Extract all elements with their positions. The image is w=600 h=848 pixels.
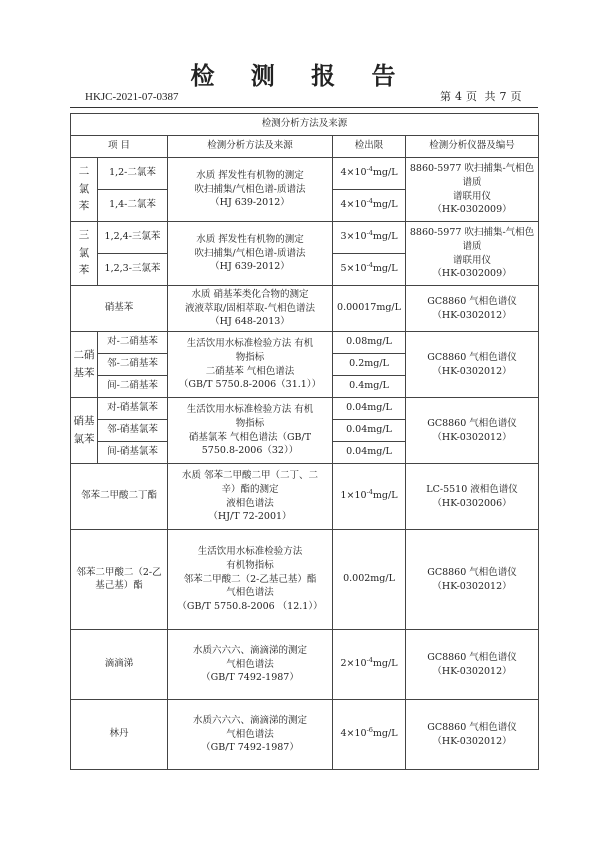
instrument-line: 8860-5977 吹扫捕集-气相色谱质 — [409, 162, 535, 188]
instrument-cell — [406, 530, 539, 630]
page-unit: 页 — [466, 90, 477, 103]
limit-exponent: -4 — [366, 164, 373, 173]
table-row — [71, 332, 539, 354]
limit-unit: mg/L — [372, 658, 398, 670]
table-row — [71, 286, 539, 332]
item-name: 1,2,4-三氯苯 — [98, 222, 168, 254]
method-line: 生活饮用水标准检验方法 — [197, 546, 303, 558]
method-cell — [168, 464, 333, 530]
detection-limit: 0.4mg/L — [333, 376, 406, 398]
group-name-text: 三 氯 苯 — [78, 228, 90, 277]
page-number: 4 — [455, 90, 462, 103]
item-name: 邻苯二甲酸二丁酯 — [71, 464, 168, 530]
column-header: 检出限 — [333, 136, 406, 158]
instrument-line: 谱联用仪 — [453, 190, 492, 202]
total-label: 共 — [484, 90, 496, 103]
method-line: 水质六六六、滴滴涕的测定 — [192, 644, 307, 656]
method-cell — [168, 630, 333, 700]
method-line: 物指标 — [235, 417, 265, 429]
method-line: 水质六六六、滴滴涕的测定 — [192, 714, 307, 726]
instrument-cell — [406, 700, 539, 770]
column-header: 检测分析方法及来源 — [168, 136, 333, 158]
method-line: （GB/T 7492-1987） — [201, 742, 299, 754]
limit-unit: mg/L — [372, 167, 398, 179]
item-name: 邻-二硝基苯 — [98, 354, 168, 376]
instrument-line: （HK-0302012） — [432, 365, 512, 377]
table-row — [71, 630, 539, 700]
instrument-line: GC8860 气相色谱仪 — [427, 295, 517, 307]
limit-exponent: -6 — [366, 725, 373, 734]
method-line: 二硝基苯 气相色谱法 — [205, 365, 295, 377]
method-line: 水质 挥发性有机物的测定 — [196, 169, 304, 181]
item-name: 邻-硝基氯苯 — [98, 420, 168, 442]
limit-unit: mg/L — [372, 231, 398, 243]
method-line: （HJ 648-2013） — [210, 316, 290, 328]
header-rule — [70, 107, 538, 108]
detection-limit — [333, 630, 406, 700]
report-title: 检 测 报 告 — [190, 61, 410, 90]
method-cell — [168, 222, 333, 286]
instrument-line: GC8860 气相色谱仪 — [427, 721, 517, 733]
item-name: 对-硝基氯苯 — [98, 398, 168, 420]
method-cell — [168, 530, 333, 630]
detection-limit — [333, 464, 406, 530]
column-header: 项 目 — [71, 136, 168, 158]
page-label: 第 — [440, 90, 451, 103]
instrument-line: GC8860 气相色谱仪 — [427, 566, 517, 578]
instrument-cell — [406, 222, 539, 286]
method-cell — [168, 700, 333, 770]
methods-table — [70, 113, 539, 770]
method-line: 生活饮用水标准检验方法 有机 — [186, 403, 314, 415]
method-line: 邻苯二甲酸二（2-乙基己基）酯 — [183, 573, 317, 585]
table-caption: 检测分析方法及来源 — [71, 114, 539, 136]
instrument-cell — [406, 286, 539, 332]
method-cell — [168, 158, 333, 222]
column-header: 检测分析仪器及编号 — [406, 136, 539, 158]
total-pages: 7 — [499, 90, 507, 103]
item-name: 林丹 — [71, 700, 168, 770]
limit-unit: mg/L — [372, 728, 398, 740]
instrument-cell — [406, 332, 539, 398]
instrument-cell — [406, 158, 539, 222]
method-line: 辛）酯的测定 — [221, 483, 279, 495]
detection-limit — [333, 700, 406, 770]
group-name-text: 二 氯 苯 — [78, 164, 90, 213]
instrument-line: （HK-0302012） — [432, 735, 512, 747]
instrument-line: LC-5510 液相色谱仪 — [426, 483, 518, 495]
instrument-line: （HK-0302012） — [432, 431, 512, 443]
instrument-line: （HK-0302009） — [432, 204, 512, 216]
instrument-line: GC8860 气相色谱仪 — [427, 417, 517, 429]
detection-limit: 0.04mg/L — [333, 420, 406, 442]
item-name: 1,4-二氯苯 — [98, 190, 168, 222]
method-line: （GB/T 7492-1987） — [201, 672, 299, 684]
detection-limit: 0.00017mg/L — [333, 286, 406, 332]
method-line: （GB/T 5750.8-2006 （12.1）） — [177, 601, 323, 613]
method-line: 水质 硝基苯类化合物的测定 — [191, 288, 309, 300]
instrument-line: （HK-0302012） — [432, 580, 512, 592]
limit-base: 4×10 — [340, 167, 367, 179]
method-line: 液液萃取/固相萃取-气相色谱法 — [185, 302, 315, 314]
detection-limit: 0.002mg/L — [333, 530, 406, 630]
item-name: 1,2-二氯苯 — [98, 158, 168, 190]
method-line: 吹扫捕集/气相色谱-质谱法 — [194, 247, 306, 259]
group-name — [71, 222, 98, 286]
method-line: 气相色谱法 — [226, 658, 274, 670]
limit-exponent: -4 — [366, 228, 373, 237]
detection-limit: 0.2mg/L — [333, 354, 406, 376]
limit-exponent: -4 — [366, 487, 373, 496]
method-line: （HJ 639-2012） — [210, 197, 290, 209]
group-name — [71, 158, 98, 222]
method-line: 物指标 — [235, 351, 265, 363]
group-name-text: 二硝 基苯 — [73, 348, 95, 379]
instrument-cell — [406, 630, 539, 700]
item-name: 1,2,3-三氯苯 — [98, 254, 168, 286]
method-line: （HJ 639-2012） — [210, 261, 290, 273]
instrument-line: （HK-0302006） — [432, 497, 512, 509]
instrument-line: 8860-5977 吹扫捕集-气相色谱质 — [409, 226, 535, 252]
item-name: 邻苯二甲酸二（2-乙基己基）酯 — [71, 530, 168, 630]
group-name — [71, 332, 98, 398]
item-name: 间-硝基氯苯 — [98, 442, 168, 464]
item-name: 间-二硝基苯 — [98, 376, 168, 398]
table-row — [71, 158, 539, 190]
instrument-line: 谱联用仪 — [453, 254, 492, 266]
limit-exponent: -4 — [366, 655, 373, 664]
method-line: 5750.8-2006（32）） — [201, 445, 299, 457]
limit-exponent: -4 — [366, 196, 373, 205]
detection-limit — [333, 158, 406, 190]
limit-base: 4×10 — [340, 728, 367, 740]
detection-limit: 0.08mg/L — [333, 332, 406, 354]
instrument-line: GC8860 气相色谱仪 — [427, 351, 517, 363]
table-row — [71, 700, 539, 770]
method-line: 水质 挥发性有机物的测定 — [196, 233, 304, 245]
method-line: （GB/T 5750.8-2006（31.1）） — [178, 379, 322, 391]
table-row — [71, 222, 539, 254]
instrument-line: GC8860 气相色谱仪 — [427, 651, 517, 663]
method-line: 硝基氯苯 气相色谱法（GB/T — [188, 431, 312, 443]
detection-limit: 0.04mg/L — [333, 442, 406, 464]
detection-limit — [333, 190, 406, 222]
method-cell — [168, 398, 333, 464]
limit-base: 3×10 — [340, 231, 367, 243]
limit-base: 2×10 — [340, 658, 367, 670]
instrument-line: （HK-0302012） — [432, 665, 512, 677]
page-info — [440, 88, 526, 104]
method-line: 液相色谱法 — [226, 497, 274, 509]
table-row — [71, 464, 539, 530]
group-name-text: 硝基 氯苯 — [73, 414, 95, 445]
table-row — [71, 398, 539, 420]
item-name: 对-二硝基苯 — [98, 332, 168, 354]
method-line: 气相色谱法 — [226, 587, 274, 599]
method-line: 水质 邻苯二甲酸二甲（二丁、二 — [181, 469, 319, 481]
instrument-line: （HK-0302012） — [432, 309, 512, 321]
detection-limit — [333, 222, 406, 254]
method-line: （HJ/T 72-2001） — [208, 511, 292, 523]
limit-base: 5×10 — [340, 263, 367, 275]
limit-unit: mg/L — [372, 199, 398, 211]
detection-limit: 0.04mg/L — [333, 398, 406, 420]
total-unit: 页 — [510, 90, 522, 103]
item-name: 硝基苯 — [71, 286, 168, 332]
limit-exponent: -4 — [366, 260, 373, 269]
method-line: 生活饮用水标准检验方法 有机 — [186, 337, 314, 349]
method-line: 吹扫捕集/气相色谱-质谱法 — [194, 183, 306, 195]
instrument-line: （HK-0302009） — [432, 268, 512, 280]
method-cell — [168, 332, 333, 398]
detection-limit — [333, 254, 406, 286]
item-name: 滴滴涕 — [71, 630, 168, 700]
instrument-cell — [406, 398, 539, 464]
limit-base: 1×10 — [340, 490, 367, 502]
method-cell — [168, 286, 333, 332]
method-line: 气相色谱法 — [226, 728, 274, 740]
group-name — [71, 398, 98, 464]
instrument-cell — [406, 464, 539, 530]
method-line: 有机物指标 — [226, 559, 274, 571]
limit-unit: mg/L — [372, 263, 398, 275]
limit-base: 4×10 — [340, 199, 367, 211]
limit-unit: mg/L — [372, 490, 398, 502]
table-row — [71, 530, 539, 630]
report-number: HKJC-2021-07-0387 — [85, 91, 179, 103]
